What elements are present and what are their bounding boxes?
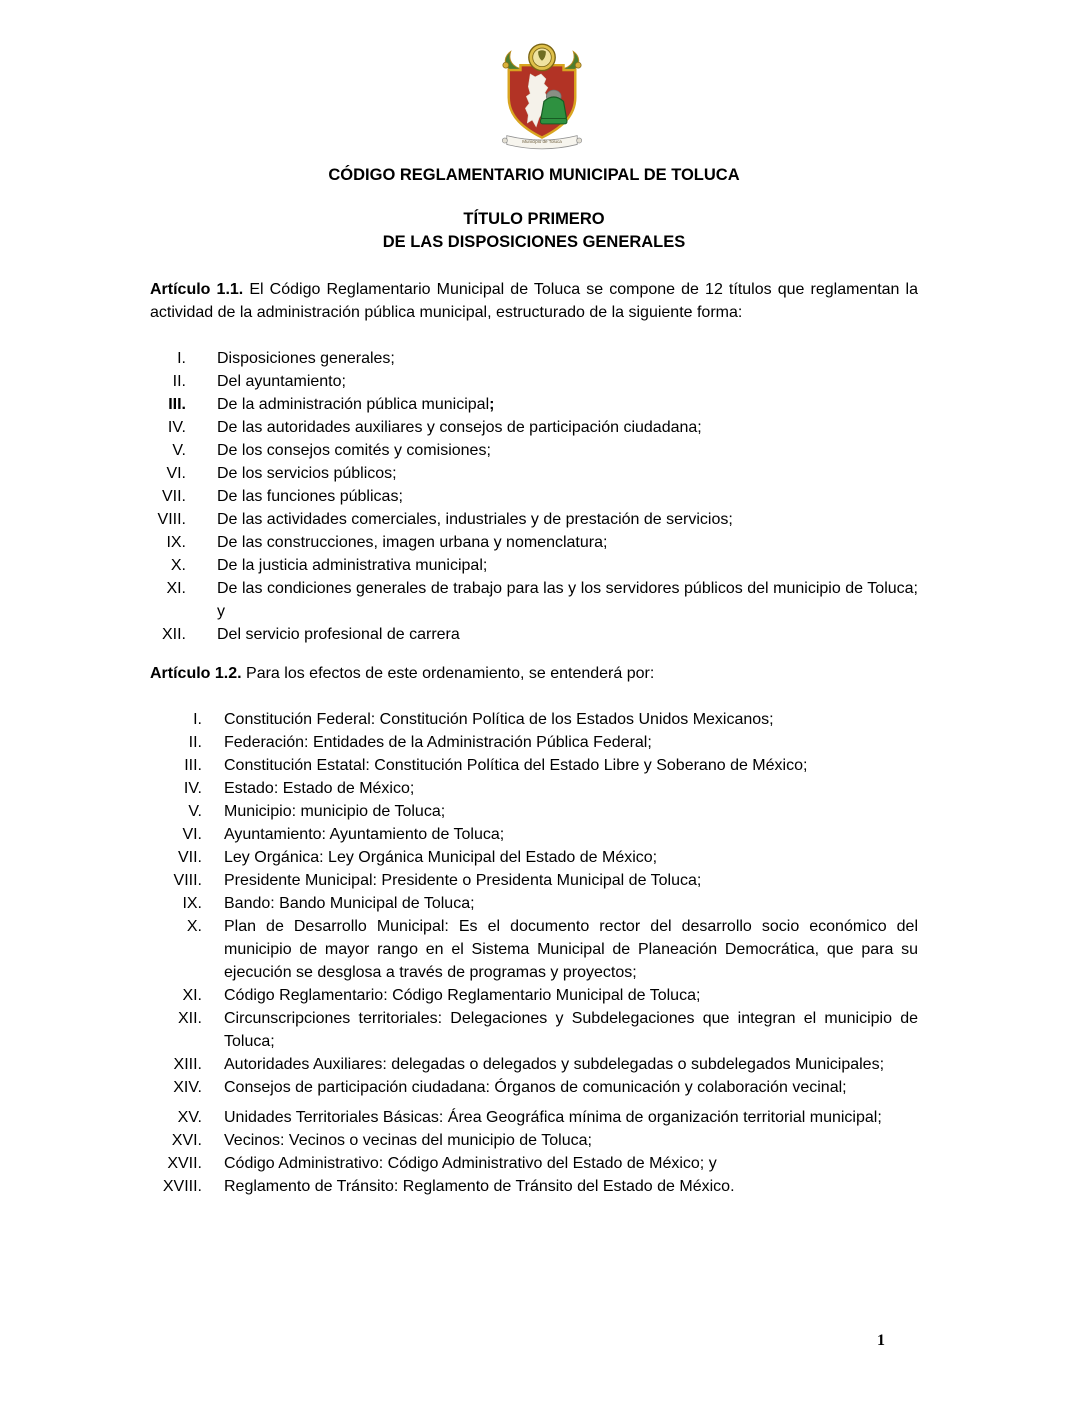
- item-roman-numeral: IX.: [182, 895, 202, 912]
- list-item: [150, 508, 918, 531]
- item-text: Reglamento de Tránsito: Reglamento de Tránsito del Estado de México.: [224, 1178, 735, 1195]
- item-roman-numeral: III.: [184, 757, 202, 774]
- list-item: [150, 623, 918, 646]
- item-roman-numeral: II.: [188, 734, 202, 751]
- list-item: [150, 754, 918, 777]
- item-roman-numeral: XIII.: [173, 1056, 202, 1073]
- articulo-1-2-label: Artículo 1.2.: [150, 665, 242, 682]
- item-text: De la justicia administrativa municipal;: [217, 557, 488, 574]
- list-item: [150, 577, 918, 623]
- item-text: Código Administrativo: Código Administrativo del Estado de México; y: [224, 1155, 717, 1172]
- page-number: 1: [877, 1332, 885, 1349]
- coat-of-arms-icon: [497, 40, 587, 153]
- list-item: [150, 1053, 918, 1076]
- item-text: De las autoridades auxiliares y consejos de participación ciudadana;: [217, 419, 702, 436]
- right-gold-curl: [575, 62, 581, 68]
- item-text: De la administración pública municipal;: [217, 396, 495, 413]
- banner-right-curl: [577, 138, 582, 143]
- list-item: [150, 892, 918, 915]
- item-roman-numeral: XV.: [177, 1109, 202, 1126]
- item-roman-numeral: XVI.: [171, 1132, 202, 1149]
- item-roman-numeral: IV.: [167, 419, 186, 436]
- list-item: [150, 554, 918, 577]
- document-title: CÓDIGO REGLAMENTARIO MUNICIPAL DE TOLUCA: [328, 166, 740, 184]
- articulo-1-2-intro: Para los efectos de este ordenamiento, se entenderá por:: [246, 665, 655, 682]
- list-item: [150, 439, 918, 462]
- item-text: Bando: Bando Municipal de Toluca;: [224, 895, 475, 912]
- item-roman-numeral: I.: [177, 350, 186, 367]
- list-item: [150, 823, 918, 846]
- item-text: Ley Orgánica: Ley Orgánica Municipal del Estado de México;: [224, 849, 658, 866]
- list-item: [150, 800, 918, 823]
- item-text: Constitución Estatal: Constitución Política del Estado Libre y Soberano de México;: [224, 757, 808, 774]
- item-roman-numeral: XI.: [182, 987, 202, 1004]
- item-roman-numeral: IX.: [166, 534, 186, 551]
- articulo-1-1-paragraph: [150, 278, 918, 324]
- list-item: [150, 1106, 918, 1129]
- item-roman-numeral: V.: [172, 442, 186, 459]
- list-item: [150, 531, 918, 554]
- item-text: De los consejos comités y comisiones;: [217, 442, 491, 459]
- item-roman-numeral: II.: [172, 373, 186, 390]
- list-item: [150, 777, 918, 800]
- list-item: [150, 915, 918, 984]
- item-roman-numeral: XII.: [161, 626, 186, 643]
- item-text: Consejos de participación ciudadana: Órganos de comunicación y colaboración vecinal;: [224, 1079, 847, 1096]
- item-text: Circunscripciones territoriales: Delegaciones y Subdelegaciones que integran el municipio de Toluca;: [224, 1010, 918, 1050]
- disposiciones-generales-heading: DE LAS DISPOSICIONES GENERALES: [382, 233, 686, 251]
- item-roman-numeral: III.: [168, 396, 186, 413]
- list-item: [150, 416, 918, 439]
- item-roman-numeral: XIV.: [173, 1079, 202, 1096]
- bell-body: [541, 97, 566, 120]
- toluca-coat-of-arms-logo: [497, 40, 587, 153]
- list-item: [150, 1175, 918, 1198]
- item-text: De los servicios públicos;: [217, 465, 397, 482]
- item-roman-numeral: X.: [170, 557, 186, 574]
- list-item: [150, 1129, 918, 1152]
- item-text: Unidades Territoriales Básicas: Área Geográfica mínima de organización territorial municipal;: [224, 1109, 882, 1126]
- list-item: [150, 731, 918, 754]
- item-roman-numeral: X.: [186, 918, 202, 935]
- item-text: De las actividades comerciales, industriales y de prestación de servicios;: [217, 511, 733, 528]
- list-item: [150, 708, 918, 731]
- item-text: Del ayuntamiento;: [217, 373, 346, 390]
- titulo-primero-heading: TÍTULO PRIMERO: [463, 210, 605, 228]
- left-gold-curl: [503, 62, 509, 68]
- item-text: Plan de Desarrollo Municipal: Es el documento rector del desarrollo socio económico del municipio de mayor rango en el Sistema Municipal de Planeación Democrática, que para su ejecución se desglosa a través de programas y proyectos;: [224, 918, 918, 981]
- item-text: Código Reglamentario: Código Reglamentario Municipal de Toluca;: [224, 987, 701, 1004]
- list-item: [150, 846, 918, 869]
- articulo-1-1-list: [150, 347, 918, 646]
- item-text: Federación: Entidades de la Administración Pública Federal;: [224, 734, 652, 751]
- articulo-1-2-paragraph: [150, 662, 918, 685]
- banner-left-curl: [502, 138, 507, 143]
- item-roman-numeral: VIII.: [157, 511, 186, 528]
- item-roman-numeral: VI.: [166, 465, 186, 482]
- item-roman-numeral: I.: [193, 711, 202, 728]
- item-text: Ayuntamiento: Ayuntamiento de Toluca;: [224, 826, 505, 843]
- list-item: [150, 1152, 918, 1175]
- item-text: Municipio: municipio de Toluca;: [224, 803, 446, 820]
- item-text: De las condiciones generales de trabajo para las y los servidores públicos del municipio de Toluca; y: [217, 580, 918, 620]
- list-item: [150, 370, 918, 393]
- list-item: [150, 485, 918, 508]
- list-item: [150, 984, 918, 1007]
- item-roman-numeral: VIII.: [173, 872, 202, 889]
- list-item: [150, 869, 918, 892]
- item-roman-numeral: XVIII.: [162, 1178, 202, 1195]
- banner-text: Municipio de Toluca: [522, 138, 562, 144]
- list-item: [150, 1076, 918, 1099]
- item-roman-numeral: XII.: [177, 1010, 202, 1027]
- item-text: Disposiciones generales;: [217, 350, 395, 367]
- item-text: Vecinos: Vecinos o vecinas del municipio de Toluca;: [224, 1132, 592, 1149]
- item-roman-numeral: XVII.: [167, 1155, 202, 1172]
- articulo-1-1-label: Artículo 1.1.: [150, 281, 244, 298]
- item-text: De las funciones públicas;: [217, 488, 403, 505]
- title-block: [150, 208, 918, 254]
- item-roman-numeral: XI.: [166, 580, 186, 597]
- bell-base: [541, 119, 567, 124]
- item-roman-numeral: VII.: [161, 488, 186, 505]
- item-text: Presidente Municipal: Presidente o Presidenta Municipal de Toluca;: [224, 872, 702, 889]
- item-text: De las construcciones, imagen urbana y nomenclatura;: [217, 534, 608, 551]
- articulo-1-1-intro: El Código Reglamentario Municipal de Toluca se compone de 12 títulos que reglamentan la actividad de la administración pública municipal, estructurado de la siguiente forma:: [150, 281, 919, 321]
- articulo-1-2-list: [150, 708, 918, 1198]
- list-item: [150, 347, 918, 370]
- item-roman-numeral: IV.: [183, 780, 202, 797]
- item-text: Constitución Federal: Constitución Política de los Estados Unidos Mexicanos;: [224, 711, 774, 728]
- list-item: [150, 462, 918, 485]
- list-item: [150, 393, 918, 416]
- list-item: [150, 1007, 918, 1053]
- item-roman-numeral: V.: [188, 803, 202, 820]
- item-text: Estado: Estado de México;: [224, 780, 415, 797]
- item-roman-numeral: VI.: [182, 826, 202, 843]
- item-roman-numeral: VII.: [177, 849, 202, 866]
- item-text: Autoridades Auxiliares: delegadas o delegados y subdelegadas o subdelegados Municipales;: [224, 1056, 885, 1073]
- item-text: Del servicio profesional de carrera: [217, 626, 460, 643]
